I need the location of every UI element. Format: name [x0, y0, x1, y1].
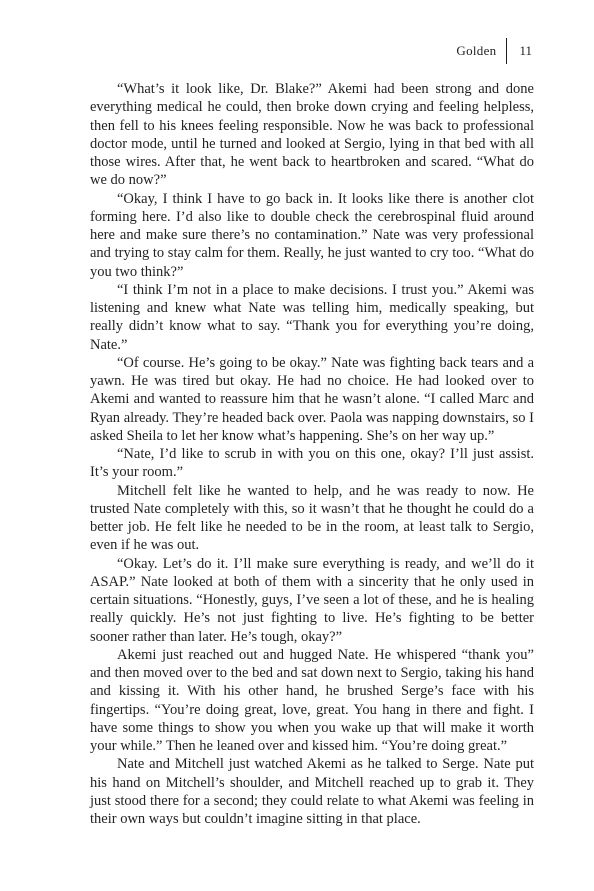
paragraph: “Nate, I’d like to scrub in with you on this one, okay? I’ll just assist. It’s your room.” [90, 446, 534, 481]
page-number: 11 [519, 43, 532, 58]
paragraph: “Okay. Let’s do it. I’ll make sure everything is ready, and we’ll do it ASAP.” Nate looked at both of them with a sincerity that he only used in certain situations. “Honestly, guys, I’ve seen a lot of these, and he is healing really quickly. He’s not just fighting to live. He’s fighting to be better sooner rather than later. He’s tough, okay?” [90, 555, 534, 645]
paragraph: Mitchell felt like he wanted to help, and he was ready to now. He trusted Nate completely with this, so it wasn’t that he thought he could do a better job. He felt like he needed to be in the room, at least talk to Sergio, even if he was out. [90, 482, 534, 554]
paragraph: “I think I’m not in a place to make decisions. I trust you.” Akemi was listening and knew what Nate was telling him, medically speaking, but really didn’t know what to say. “Thank you for everything you’re doing, Nate.” [90, 281, 534, 353]
paragraph: “Okay, I think I have to go back in. It looks like there is another clot forming here. I’d also like to double check the cerebrospinal fluid around here and make sure there’s no contamination.” Nate was very professional and trying to stay calm for them. Really, he just wanted to cry too. “What do you two think?” [90, 190, 534, 280]
paragraph: Akemi just reached out and hugged Nate. He whispered “thank you” and then moved over to the bed and sat down next to Sergio, taking his hand and kissing it. With his other hand, he brushed Serge’s face with his fingertips. “You’re doing great, love, great. You hang in there and fight. I have some things to show you when you wake up that will make it worth your while.” Then he leaned over and kissed him. “You’re doing great.” [90, 646, 534, 754]
paragraph: Nate and Mitchell just watched Akemi as he talked to Serge. Nate put his hand on Mitchell’s shoulder, and Mitchell reached up to grab it. They just stood there for a second; they could relate to what Akemi was feeling in their own ways but couldn’t imagine sitting in that place. [90, 756, 534, 827]
paragraph: “What’s it look like, Dr. Blake?” Akemi had been strong and done everything medical he could, then broke down crying and feeling helpless, then fell to his knees feeling responsible. Now he was back to professional doctor mode, until he turned and looked at Sergio, lying in that bed with all those wires. After that, he went back to heartbroken and scared. “What do we do now?” [90, 81, 534, 189]
running-head [456, 36, 532, 66]
running-title: Golden [456, 43, 497, 58]
paragraph: “Of course. He’s going to be okay.” Nate was fighting back tears and a yawn. He was tired but okay. He had no choice. He had looked over to Akemi and wanted to reassure him that he wasn’t alone. “I called Marc and Ryan already. They’re headed back over. Paola was napping downstairs, so I asked Sheila to let her know what’s happening. She’s on her way up.” [90, 354, 534, 444]
body-text [90, 80, 534, 828]
